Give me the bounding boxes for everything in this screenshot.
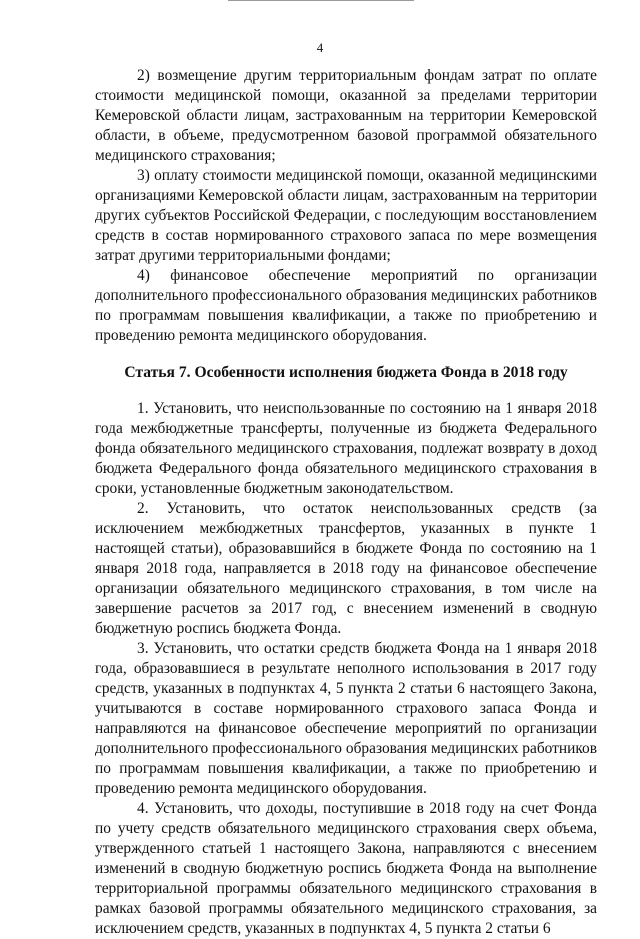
page-number: 4 [316,40,324,55]
article-paragraph: 2. Установить, что остаток неиспользованных средств (за исключением межбюджетных трансфертов, указанных в пункте 1 настоящей статьи), образовавшийся в бюджете Фонда по состоянию на 1 января 2018 года, направляется в 2018 году на финансовое обеспечение организации обязательного медицинского страхования, в том числе на завершение расчетов за 2017 год, с внесением изменений в сводную бюджетную роспись бюджета Фонда. [95,500,597,637]
list-item: 4) финансовое обеспечение мероприятий по организации дополнительного профессионального образования медицинских работников по программам повышения квалификации, а также по приобретению и проведению ремонта медицинского оборудования. [95,267,597,344]
article-paragraph: 3. Установить, что остатки средств бюджета Фонда на 1 января 2018 года, образовавшиеся в результате неполного использования в 2017 году средств, указанных в подпунктах 4, 5 пункта 2 статьи 6 настоящего Закона, учитываются в составе нормированного страхового запаса Фонда и направляются на финансовое обеспечение мероприятий по организации дополнительного профессионального образования медицинских работников по программам повышения квалификации, а также по приобретению и проведению ремонта медицинского оборудования. [95,640,597,797]
list-item: 2) возмещение другим территориальным фондам затрат по оплате стоимости медицинской помощи, оказанной за пределами территории Кемеровской области лицам, застрахованным на территории Кемеровской области, в объеме, предусмотренном базовой программой обязательного медицинского страхования; [95,67,597,164]
list-item: 3) оплату стоимости медицинской помощи, оказанной медицинскими организациями Кемеровской области лицам, застрахованным на территории других субъектов Российской Федерации, с последующим восстановлением средств в состав нормированного страхового запаса по мере возмещения затрат другими территориальными фондами; [95,167,597,264]
document-body [95,66,597,939]
article-paragraph: 4. Установить, что доходы, поступившие в 2018 году на счет Фонда по учету средств обязательного медицинского страхования сверх объема, утвержденного статьей 1 настоящего Закона, направляются с внесением изменений в сводную бюджетную роспись бюджета Фонда на выполнение территориальной программы обязательного медицинского страхования в рамках базовой программы обязательного медицинского страхования, за исключением средств, указанных в подпунктах 4, 5 пункта 2 статьи 6 [95,800,597,937]
article-title: Статья 7. Особенности исполнения бюджета Фонда в 2018 году [124,364,568,381]
top-rule [228,0,414,1]
article-paragraph: 1. Установить, что неиспользованные по состоянию на 1 января 2018 года межбюджетные трансферты, полученные из бюджета Федерального фонда обязательного медицинского страхования, подлежат возврату в доход бюджета Федерального фонда обязательного медицинского страхования в сроки, установленные бюджетным законодательством. [95,400,597,497]
